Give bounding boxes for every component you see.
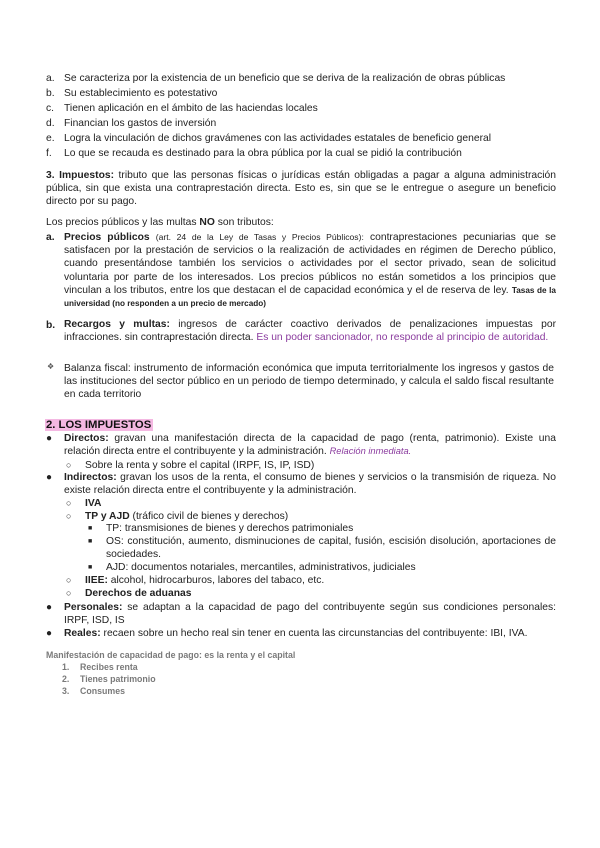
list-marker: 1. — [62, 662, 70, 672]
tp-ajd-text: (tráfico civil de bienes y derechos) — [132, 511, 289, 522]
iiee-item — [85, 574, 324, 587]
square-bullet-icon: ■ — [88, 525, 93, 532]
directos-paragraph — [64, 432, 556, 458]
list-item: Su establecimiento es potestativo — [64, 88, 218, 99]
circle-bullet-icon: ○ — [66, 460, 72, 470]
reales-label: Reales: — [64, 628, 101, 639]
list-item: Consumes — [80, 686, 125, 696]
recargos-label: Recargos y multas: — [64, 319, 170, 330]
circle-bullet-icon: ○ — [66, 498, 72, 508]
personales-label: Personales: — [64, 602, 123, 613]
list-marker: f. — [46, 148, 52, 159]
impuestos-label: 3. Impuestos: — [46, 170, 115, 181]
list-marker: 3. — [62, 686, 70, 696]
list-item: Recibes renta — [80, 662, 138, 672]
list-item: Financian los gastos de inversión — [64, 118, 217, 129]
precios-intro-bold: NO — [199, 217, 215, 228]
directos-text: gravan una manifestación directa de la capacidad de pago (renta, patrimonio). Existe una relación directa entre el contribuyente y la administración. — [64, 433, 556, 458]
list-marker: a. — [46, 73, 55, 84]
directos-note: Relación inmediata. — [329, 446, 412, 457]
iiee-label: IIEE: — [85, 575, 108, 586]
iva-item: IVA — [85, 498, 102, 509]
tp-item: TP: transmisiones de bienes y derechos patrimoniales — [106, 523, 354, 534]
precios-intro-pre: Los precios públicos y las multas — [46, 217, 200, 228]
circle-bullet-icon: ○ — [66, 588, 72, 598]
precios-label: Precios públicos — [64, 232, 150, 243]
impuestos-paragraph — [46, 169, 556, 209]
directos-sub: Sobre la renta y sobre el capital (IRPF, IS, IP, ISD) — [85, 460, 315, 471]
aduanas-item: Derechos de aduanas — [85, 588, 192, 599]
tp-ajd-label: TP y AJD — [85, 511, 130, 522]
circle-bullet-icon: ○ — [66, 511, 72, 521]
square-bullet-icon: ■ — [88, 564, 93, 571]
list-item: Lo que se recauda es destinado para la obra pública por la cual se pidió la contribución — [64, 148, 462, 159]
precios-marker: a. — [46, 232, 55, 243]
recargos-note: Es un poder sancionador, no responde al principio de autoridad. — [256, 332, 549, 344]
square-bullet-icon: ■ — [88, 538, 93, 545]
personales-paragraph — [64, 601, 556, 627]
personales-text: se adaptan a la capacidad de pago del contribuyente según sus condiciones personales: IRPF, ISD, IS — [64, 602, 556, 627]
precios-intro — [46, 216, 274, 229]
reales-paragraph — [64, 627, 527, 640]
recargos-marker: b. — [46, 320, 56, 331]
list-marker: b. — [46, 88, 55, 99]
diamond-bullet-icon: ❖ — [47, 362, 55, 371]
recargos-paragraph — [64, 318, 556, 344]
manifestacion-title: Manifestación de capacidad de pago: es la renta y el capital — [46, 650, 296, 660]
bullet-icon: ● — [46, 628, 53, 639]
precios-ref: (art. 24 de la Ley de Tasas y Precios Públicos): — [155, 232, 364, 242]
impuestos-text: tributo que las personas físicas o jurídicas están obligadas a pagar a alguna administración pública, sin que exista una contraprestación directa. Esto es, sin que se le entregue o asegure un beneficio directo por su pago. — [46, 170, 556, 208]
reales-text: recaen sobre un hecho real sin tener en cuenta las circunstancias del contribuyente: IBI, IVA. — [103, 628, 528, 639]
list-marker: c. — [46, 103, 55, 114]
bullet-icon: ● — [46, 602, 53, 613]
indirectos-text: gravan los usos de la renta, el consumo de bienes y servicios o la transmisión de riqueza. No existe relación directa entre el contribuyente y la administración. — [64, 472, 556, 497]
bullet-icon: ● — [46, 472, 53, 483]
list-marker: 2. — [62, 674, 70, 684]
precios-intro-post: son tributos: — [214, 217, 274, 228]
circle-bullet-icon: ○ — [66, 575, 72, 585]
directos-label: Directos: — [64, 433, 109, 444]
precios-note: Tasas de la universidad (no responden a un precio de mercado) — [64, 285, 556, 309]
indirectos-paragraph — [64, 471, 556, 497]
iiee-text: alcohol, hidrocarburos, labores del tabaco, etc. — [110, 575, 325, 586]
indirectos-label: Indirectos: — [64, 472, 117, 483]
list-marker: d. — [46, 118, 55, 129]
precios-text: contraprestaciones pecuniarias que se satisfacen por la prestación de servicios o la realización de actividades en régimen de Derecho público, cuando presentándose también los servicios o actividades por el sector privado, sean de solicitud voluntaria por parte de los interesados. Los precios públicos no están sometidos a los principios que vinculan a los tributos, entre los que destacan el de capacidad económica y el de reserva de ley. — [64, 232, 556, 296]
list-item: Tienen aplicación en el ámbito de las haciendas locales — [64, 103, 318, 114]
recargos-text: ingresos de carácter coactivo derivados de penalizaciones impuestas por infracciones. sin contraprestación directa. — [64, 319, 556, 344]
section-title-text: 2. LOS IMPUESTOS — [46, 419, 152, 431]
list-marker: e. — [46, 133, 55, 144]
bullet-icon: ● — [46, 433, 53, 444]
precios-paragraph — [64, 231, 556, 310]
section-title — [45, 416, 153, 433]
list-item: Se caracteriza por la existencia de un beneficio que se deriva de la realización de obras públicas — [64, 73, 506, 84]
ajd-item: AJD: documentos notariales, mercantiles, administrativos, judiciales — [106, 562, 416, 573]
balanza-paragraph: Balanza fiscal: instrumento de información económica que imputa territorialmente los ingresos y gastos de las instituciones del sector público en un periodo de tiempo determinado, y calcula el saldo fiscal resultante en cada territorio — [64, 363, 554, 401]
os-item: OS: constitución, aumento, disminuciones de capital, fusión, escisión disolución, aportaciones de sociedades. — [106, 536, 556, 561]
list-item: Tienes patrimonio — [80, 674, 156, 684]
list-item: Logra la vinculación de dichos gravámenes con las actividades estatales de beneficio general — [64, 133, 492, 144]
